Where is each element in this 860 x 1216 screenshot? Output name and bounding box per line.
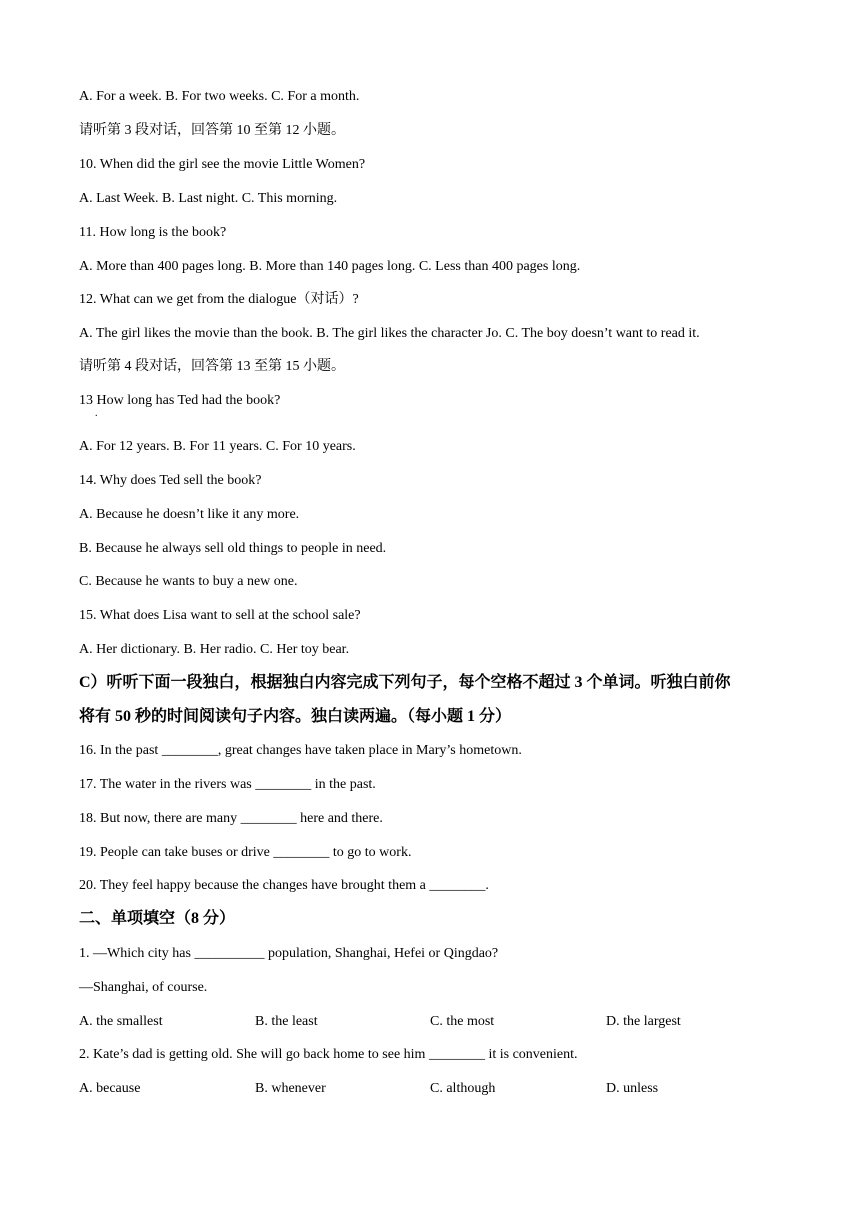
answer-options-q9: A. For a week. B. For two weeks. C. For a month.: [79, 89, 360, 104]
question-13-dot: .: [95, 408, 98, 419]
section-c-heading-line1: C）听听下面一段独白，根据独白内容完成下列句子，每个空格不超过 3 个单词。听独白前你: [79, 674, 731, 691]
instruction-dialogue-4: 请听第 4 段对话，回答第 13 至第 15 小题。: [79, 359, 345, 374]
question-19: 19. People can take buses or drive ________ to go to work.: [79, 845, 412, 860]
mc-question-1: 1. —Which city has __________ population, Shanghai, Hefei or Qingdao?: [79, 946, 499, 961]
mc2-option-a: A. because: [79, 1081, 141, 1096]
answer-option-14a: A. Because he doesn’t like it any more.: [79, 507, 300, 522]
question-15: 15. What does Lisa want to sell at the school sale?: [79, 608, 361, 623]
question-14: 14. Why does Ted sell the book?: [79, 473, 262, 488]
mc-question-2: 2. Kate’s dad is getting old. She will go back home to see him ________ it is convenient.: [79, 1047, 578, 1062]
mc-question-1-answer: —Shanghai, of course.: [79, 980, 208, 995]
mc1-option-b: B. the least: [255, 1014, 318, 1029]
answer-option-14c: C. Because he wants to buy a new one.: [79, 574, 298, 589]
mc2-option-d: D. unless: [606, 1081, 659, 1096]
answer-options-q11: A. More than 400 pages long. B. More than 140 pages long. C. Less than 400 pages long.: [79, 259, 581, 274]
mc2-option-c: C. although: [430, 1081, 496, 1096]
section-c-heading-line2: 将有 50 秒的时间阅读句子内容。独白读两遍。（每小题 1 分）: [79, 708, 512, 725]
mc1-option-a: A. the smallest: [79, 1014, 163, 1029]
question-17: 17. The water in the rivers was ________ in the past.: [79, 777, 376, 792]
question-12: 12. What can we get from the dialogue（对话）?: [79, 292, 359, 307]
answer-option-14b: B. Because he always sell old things to people in need.: [79, 541, 387, 556]
section-2-heading: 二、单项填空（8 分）: [79, 910, 236, 927]
question-16: 16. In the past ________, great changes have taken place in Mary’s hometown.: [79, 743, 522, 758]
question-11: 11. How long is the book?: [79, 225, 227, 240]
mc1-option-c: C. the most: [430, 1014, 495, 1029]
answer-options-q12: A. The girl likes the movie than the book. B. The girl likes the character Jo. C. The boy doesn’t want to read it.: [79, 326, 700, 341]
mc2-option-b: B. whenever: [255, 1081, 326, 1096]
answer-options-q13: A. For 12 years. B. For 11 years. C. For 10 years.: [79, 439, 356, 454]
question-13: 13 How long has Ted had the book?: [79, 393, 281, 408]
mc1-option-d: D. the largest: [606, 1014, 681, 1029]
question-18: 18. But now, there are many ________ here and there.: [79, 811, 383, 826]
answer-options-q15: A. Her dictionary. B. Her radio. C. Her toy bear.: [79, 642, 350, 657]
instruction-dialogue-3: 请听第 3 段对话，回答第 10 至第 12 小题。: [79, 123, 345, 138]
question-10: 10. When did the girl see the movie Little Women?: [79, 157, 366, 172]
answer-options-q10: A. Last Week. B. Last night. C. This morning.: [79, 191, 338, 206]
question-20: 20. They feel happy because the changes have brought them a ________.: [79, 878, 489, 893]
